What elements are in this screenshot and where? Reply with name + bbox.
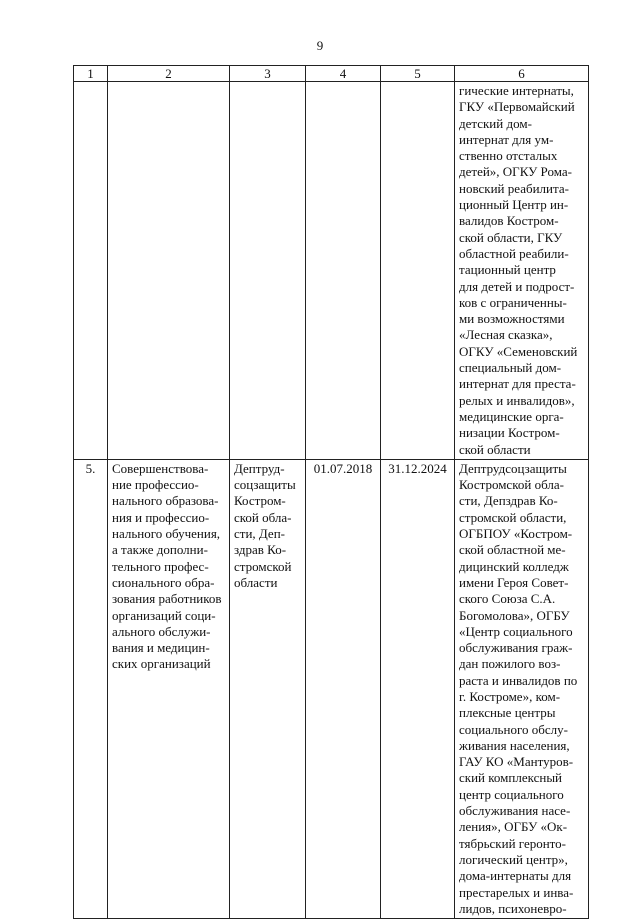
measure-name: Совершенствова- ние профессио- нального образова- ния и профессио- нального обучения, а также дополни- тельного профес- сионального обра- зования работников организаций соци- ального обслужи- вания и медицин- ских организаций	[108, 459, 230, 918]
column-header: 2	[108, 66, 230, 82]
measure-name	[108, 82, 230, 460]
table-row	[74, 82, 589, 460]
start-date	[306, 82, 381, 460]
row-number	[74, 82, 108, 460]
participants: гические интернаты, ГКУ «Первомайский детский дом- интернат для ум- ственно отсталых детей», ОГКУ Рома- новский реабилита- ционный Центр ин- валидов Костром- ской области, ГКУ областной реабили- тационный центр для детей и подрост- ков с ограниченны- ми возможностями «Лесная сказка», ОГКУ «Семеновский специальный дом- интернат для преста- релых и инвалидов», медицинские орга- низации Костром- ской области	[455, 82, 589, 460]
table-header-row	[74, 66, 589, 82]
page-number: 9	[316, 38, 324, 53]
column-header: 4	[306, 66, 381, 82]
column-header: 5	[381, 66, 455, 82]
measures-table	[73, 65, 589, 919]
participants: Дептрудсоцзащиты Костромской обла- сти, Депздрав Ко- стромской области, ОГБПОУ «Костром- ской областной ме- дицинский колледж имени Героя Совет- ского Союза С.А. Богомолова», ОГБУ «Центр социального обслуживания граж- дан пожилого воз- раста и инвалидов по г. Костроме», ком- плексные центры социального обслу- живания населения, ГАУ КО «Мантуров- ский комплексный центр социального обслуживания насе- ления», ОГБУ «Ок- тябрьский геронто- логический центр», дома-интернаты для престарелых и инва- лидов, психоневро-	[455, 459, 589, 918]
table-row	[74, 459, 589, 918]
end-date	[381, 82, 455, 460]
executor: Дептруд- соцзащиты Костром- ской обла- сти, Деп- здрав Ко- стромской области	[230, 459, 306, 918]
column-header: 1	[74, 66, 108, 82]
executor	[230, 82, 306, 460]
start-date: 01.07.2018	[306, 459, 381, 918]
end-date: 31.12.2024	[381, 459, 455, 918]
column-header: 3	[230, 66, 306, 82]
row-number: 5.	[74, 459, 108, 918]
column-header: 6	[455, 66, 589, 82]
